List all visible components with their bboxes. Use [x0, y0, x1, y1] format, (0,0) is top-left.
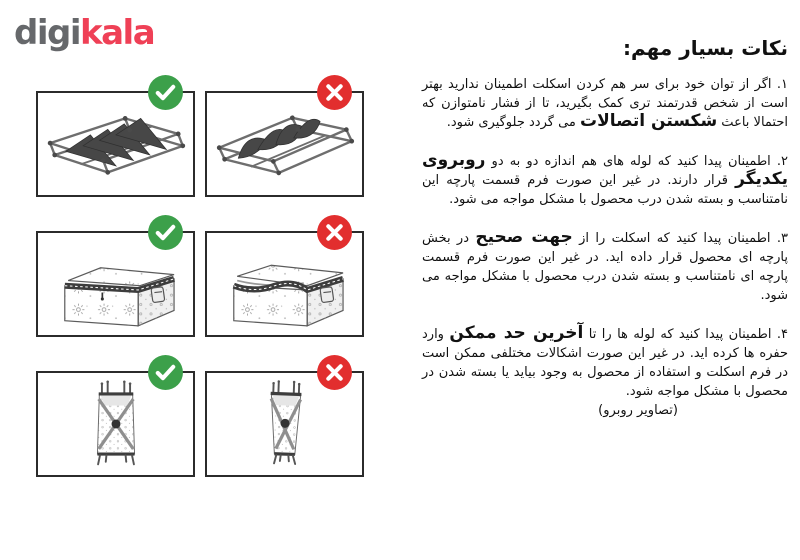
rack-correct-illustration	[41, 100, 191, 188]
note-1-text: ۱. اگر از توان خود برای سر هم کردن اسکلت اطمینان ندارید بهتر است از شخص قدرتمند تری کمک بگیرید، تا از فشار نامتوازن که احتمالا باعث	[422, 77, 788, 130]
note-item-3	[422, 229, 788, 305]
cross-icon	[316, 354, 353, 391]
figure-hamper-correct	[36, 371, 195, 477]
logo-text-kala: kala	[79, 13, 155, 53]
figure-rack-correct	[36, 91, 195, 197]
note-4-text-end: وارد حفره ها کرده اید. در غیر این صورت اشکالات مختلفی ممکن است در فرم اسکلت و استفاده از محصول به وجود بیاید یا بسته شدن در محصول با مشکل مواجه شود.	[422, 327, 788, 399]
logo-text-digi: digi	[14, 13, 80, 53]
cross-icon	[316, 214, 353, 251]
digikala-logo	[14, 13, 155, 53]
figure-box-correct	[36, 231, 195, 337]
note-3-text: ۳. اطمینان پیدا کنید که اسکلت را از	[572, 231, 788, 246]
cross-icon	[316, 74, 353, 111]
figure-box-wrong	[205, 231, 364, 337]
note-item-4	[422, 325, 788, 420]
hamper-wrong-illustration	[246, 376, 324, 472]
note-item-1	[422, 75, 788, 132]
note-4-highlight: آخرین حد ممکن	[449, 323, 584, 343]
check-icon	[147, 354, 184, 391]
note-3-highlight: جهت صحیح	[475, 227, 573, 247]
notes-heading: نکات بسیار مهم:	[623, 36, 788, 60]
figure-hamper-wrong	[205, 371, 364, 477]
note-item-2	[422, 152, 788, 209]
note-2-text-end: قرار دارند. در غیر این صورت فرم قسمت پارچه این نامتناسب و بسته شدن درب محصول با مشکل مواجه می شود.	[422, 173, 788, 207]
note-3-text-end: در بخش پارچه ای محصول قرار داده اید. در غیر این صورت فرم قسمت پارچه ای نامتناسب و بسته شدن درب محصول با مشکل مواجه می شود.	[422, 231, 788, 303]
note-4-text: ۴. اطمینان پیدا کنید که لوله ها را تا	[583, 327, 788, 342]
notes-panel	[422, 36, 788, 440]
note-1-text-end: می گردد جلوگیری شود.	[446, 115, 581, 130]
note-2-text: ۲. اطمینان پیدا کنید که لوله های هم اندازه دو به دو	[485, 154, 788, 169]
note-2-highlight: روبروی یکدیگر	[422, 150, 788, 189]
rack-wrong-illustration	[210, 100, 360, 188]
hamper-correct-illustration	[77, 376, 155, 472]
check-icon	[147, 214, 184, 251]
check-icon	[147, 74, 184, 111]
note-1-highlight: شکستن اتصالات	[580, 111, 718, 131]
note-4-caption: (تصاویر روبرو)	[598, 403, 678, 418]
figure-rack-wrong	[205, 91, 364, 197]
